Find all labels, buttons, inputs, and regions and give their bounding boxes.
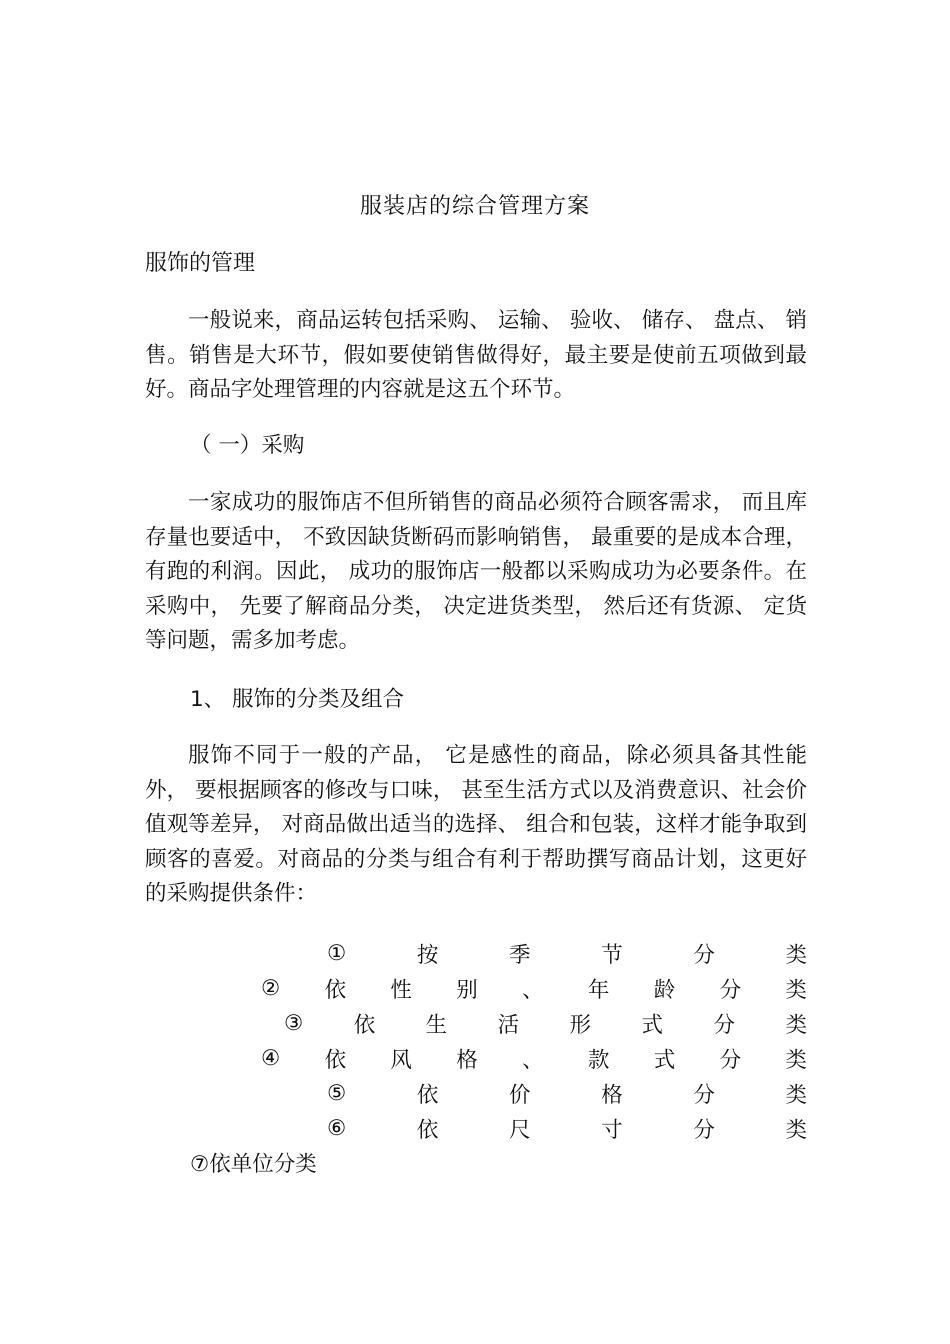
section-heading: 服饰的管理	[145, 251, 256, 276]
classification-paragraph: 服饰不同于一般的产品， 它是感性的商品，除必须具备其性能外， 要根据顾客的修改与口味， 甚至生活方式以及消费意识、社会价值观等差异， 对商品做出适当的选择、 组合和包装，这样才能争取到顾客的喜爱。对商品的分类与组合有利于帮助撰写商品计划，这更好的采购提供条件：	[145, 743, 807, 906]
classification-item: ⑤ 依 价 格 分 类	[327, 1080, 807, 1108]
subheading-classification: 1、 服饰的分类及组合	[190, 687, 405, 712]
intro-paragraph: 一般说来，商品运转包括采购、 运输、 验收、 储存、 盘点、 销售。销售是大环节，假如要使销售做得好，最主要是使前五项做到最好。商品字处理管理的内容就是这五个环节。	[145, 308, 807, 402]
classification-item: ⑥ 依 尺 寸 分 类	[327, 1115, 807, 1143]
classification-item: ④ 依 风 格 、 款 式 分 类	[261, 1045, 807, 1073]
classification-item: ② 依 性 别 、 年 龄 分 类	[261, 975, 807, 1003]
procurement-paragraph: 一家成功的服饰店不但所销售的商品必须符合顾客需求， 而且库存量也要适中， 不致因缺货断码而影响销售， 最重要的是成本合理， 有跑的利润。因此， 成功的服饰店一般都以采购成功为必要条件。在采购中， 先要了解商品分类， 决定进货类型， 然后还有货源、 定货等问题，需多加考虑。	[145, 490, 807, 653]
classification-item-last: ⑦依单位分类	[190, 1152, 317, 1177]
classification-item: ③ 依 生 活 形 式 分 类	[284, 1010, 807, 1038]
subheading-procurement: （ 一）采购	[190, 433, 305, 458]
classification-item: ① 按 季 节 分 类	[327, 940, 807, 968]
document-title: 服装店的综合管理方案	[359, 194, 590, 219]
